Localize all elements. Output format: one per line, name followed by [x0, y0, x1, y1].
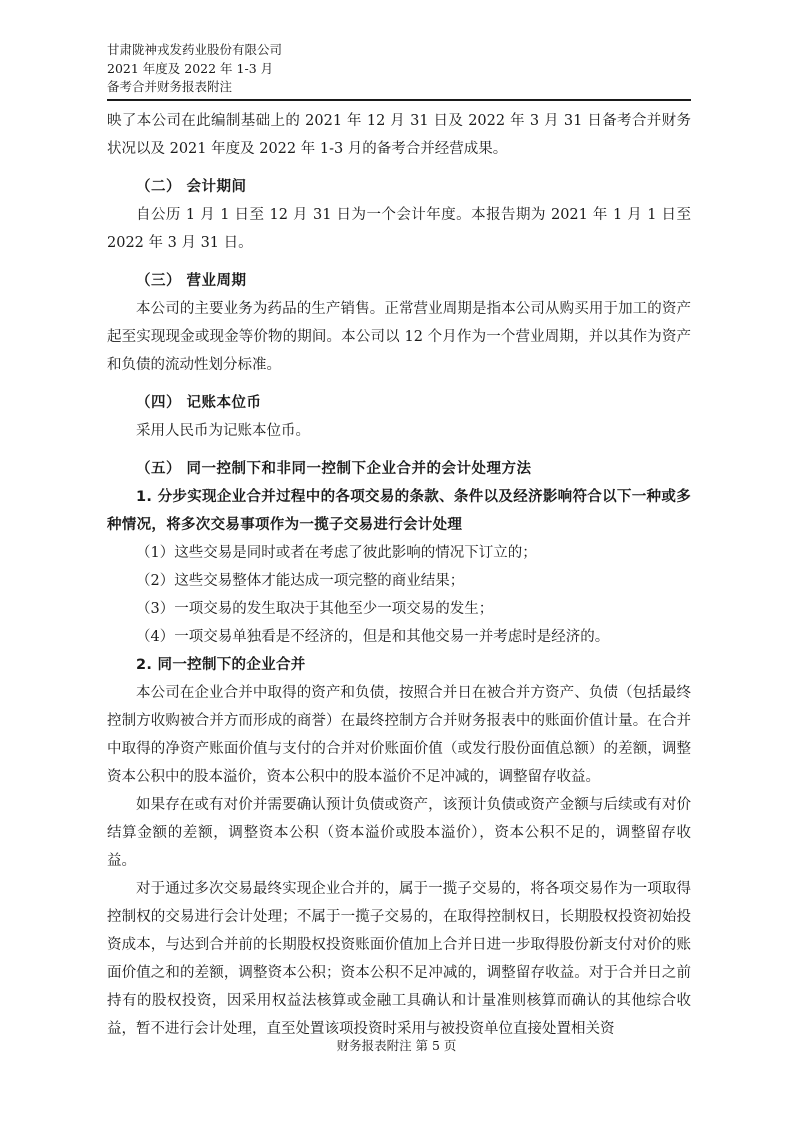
section-2-paragraph: 自公历 1 月 1 日至 12 月 31 日为一个会计年度。本报告期为 2021 年 1 月 1 日至 2022 年 3 月 31 日。 — [107, 207, 691, 251]
section-5-item-1-heading: 1. 分步实现企业合并过程中的各项交易的条款、条件以及经济影响符合以下一种或多种情况，将多次交易事项作为一揽子交易进行会计处理 — [107, 489, 691, 533]
merger-condition-item: （4）一项交易单独看是不经济的，但是和其他交易一并考虑时是经济的。 — [136, 629, 610, 645]
section-5-item-2-paragraph: 本公司在企业合并中取得的资产和负债，按照合并日在被合并方资产、负债（包括最终控制方收购被合并方而形成的商誉）在最终控制方合并财务报表中的账面价值计量。在合并中取得的净资产账面价值与支付的合并对价账面价值（或发行股份面值总额）的差额，调整资本公积中的股本溢价，资本公积中的股本溢价不足冲减的，调整留存收益。 — [107, 685, 691, 785]
section-5-item-2-paragraph: 如果存在或有对价并需要确认预计负债或资产，该预计负债或资产金额与后续或有对价结算金额的差额，调整资本公积（资本溢价或股本溢价），资本公积不足的，调整留存收益。 — [107, 797, 691, 869]
page-footer-label: 财务报表附注 第 5 页 — [336, 1038, 457, 1053]
section-5-item-2-paragraph: 对于通过多次交易最终实现企业合并的，属于一揽子交易的，将各项交易作为一项取得控制权的交易进行会计处理；不属于一揽子交易的，在取得控制权日，长期股权投资初始投资成本，与达到合并前的长期股权投资账面价值加上合并日进一步取得股份新支付对价的账面价值之和的差额，调整资本公积；资本公积不足冲减的，调整留存收益。对于合并日之前持有的股权投资，因采用权益法核算或金融工具确认和计量准则核算而确认的其他综合收益，暂不进行会计处理，直至处置该项投资时采用与被投资单位直接处置相关资 — [107, 881, 691, 1037]
section-5-title: （五） 同一控制下和非同一控制下企业合并的会计处理方法 — [136, 461, 532, 477]
section-3-title: （三） 营业周期 — [136, 273, 247, 289]
merger-condition-item: （1）这些交易是同时或者在考虑了彼此影响的情况下订立的； — [136, 545, 537, 561]
section-2-title: （二） 会计期间 — [136, 179, 247, 195]
merger-condition-item: （3）一项交易的发生取决于其他至少一项交易的发生； — [136, 601, 494, 617]
page-footer — [0, 1038, 793, 1054]
company-name: 甘肃陇神戎发药业股份有限公司 — [107, 42, 283, 57]
merger-condition-item: （2）这些交易整体才能达成一项完整的商业结果； — [136, 573, 465, 589]
section-4-paragraph: 采用人民币为记账本位币。 — [136, 423, 310, 439]
section-4-title: （四） 记账本位币 — [136, 395, 262, 411]
section-3-paragraph: 本公司的主要业务为药品的生产销售。正常营业周期是指本公司从购买用于加工的资产起至实现现金或现金等价物的期间。本公司以 12 个月作为一个营业周期，并以其作为资产和负债的流动性划分标准。 — [107, 301, 691, 373]
document-title: 备考合并财务报表附注 — [107, 79, 233, 94]
document-body — [107, 107, 691, 1043]
running-header — [107, 41, 691, 101]
section-5-item-2-heading: 2. 同一控制下的企业合并 — [136, 657, 306, 673]
continuation-paragraph: 映了本公司在此编制基础上的 2021 年 12 月 31 日及 2022 年 3 月 31 日备考合并财务状况以及 2021 年度及 2022 年 1-3 月的备考合并经营成果。 — [107, 113, 691, 157]
report-period: 2021 年度及 2022 年 1-3 月 — [107, 60, 274, 76]
